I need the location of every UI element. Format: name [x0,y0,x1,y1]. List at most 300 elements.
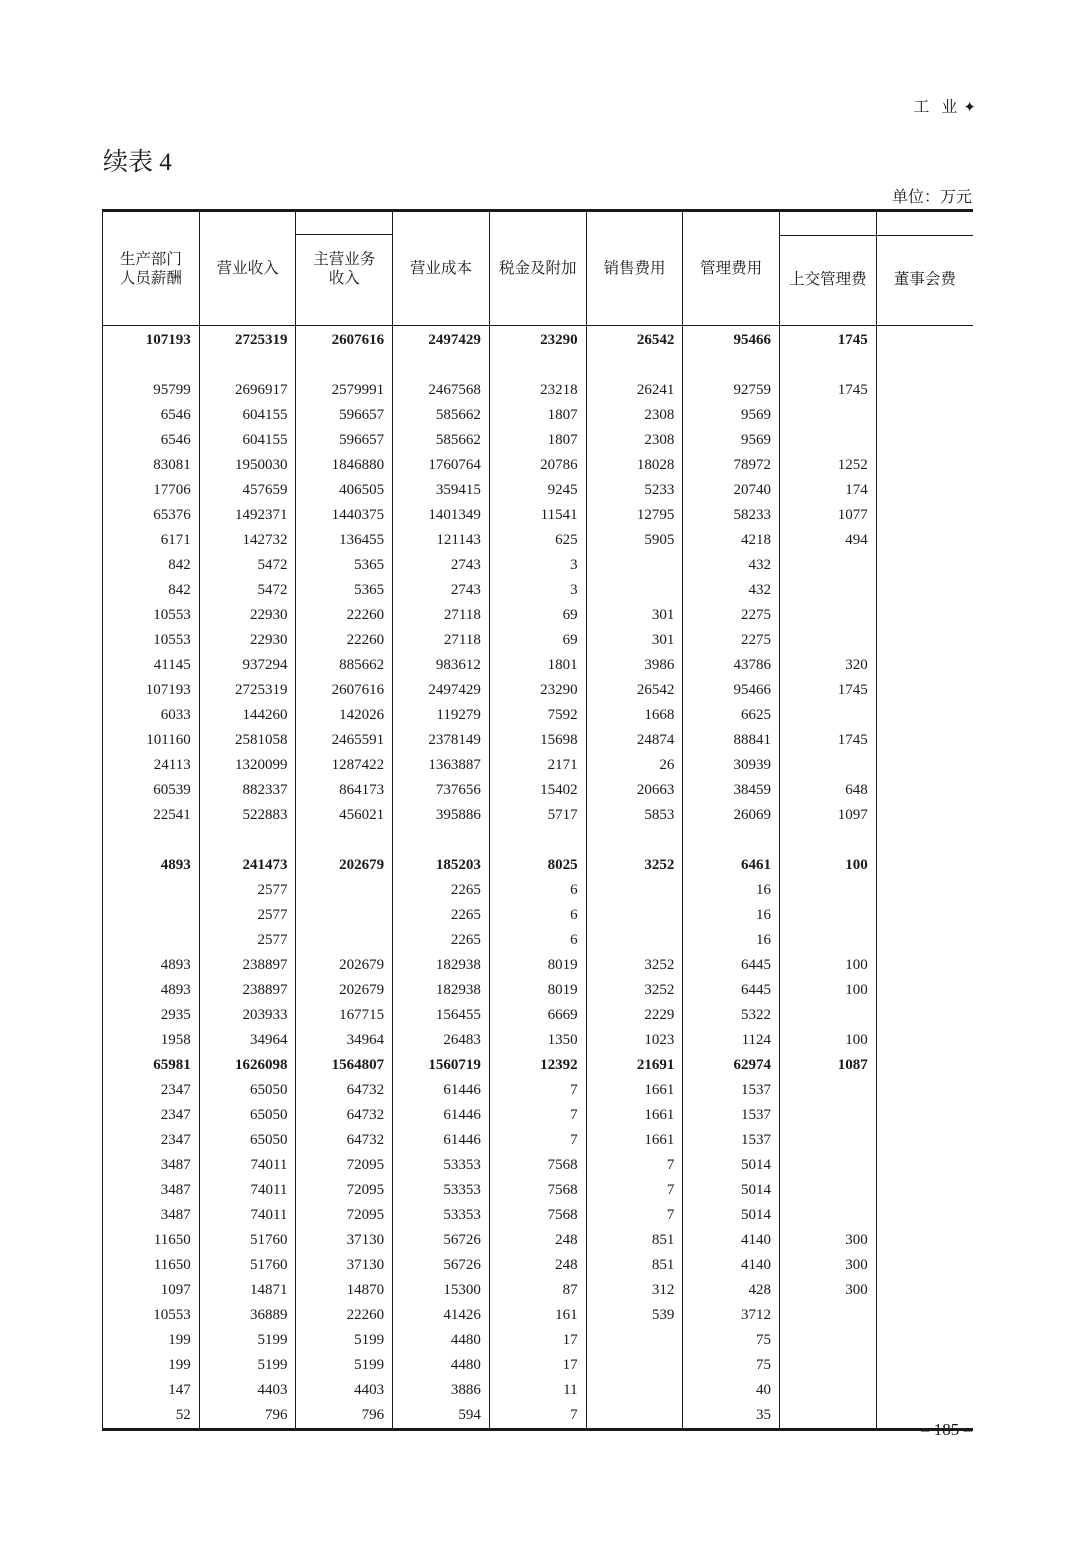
table-cell: 75 [683,1353,780,1378]
table-cell: 7568 [489,1178,586,1203]
table-cell [296,903,393,928]
table-cell [489,828,586,853]
table-cell: 625 [489,528,586,553]
table-cell: 182938 [393,978,490,1003]
table-cell: 7 [489,1078,586,1103]
table-cell: 456021 [296,803,393,828]
table-cell [876,953,973,978]
table-row [103,1003,974,1028]
table-cell: 6461 [683,853,780,878]
table-cell [876,578,973,603]
table-cell: 87 [489,1278,586,1303]
table-row [103,1328,974,1353]
table-cell: 3487 [103,1203,200,1228]
table-cell: 3712 [683,1303,780,1328]
table-cell: 121143 [393,528,490,553]
table-cell: 95466 [683,326,780,354]
table-cell: 238897 [199,978,296,1003]
table-cell: 11 [489,1378,586,1403]
table-cell [683,828,780,853]
table-cell: 23290 [489,678,586,703]
table-cell [876,428,973,453]
table-cell [876,678,973,703]
table-cell: 5853 [586,803,683,828]
table-cell: 2607616 [296,678,393,703]
table-cell [780,628,877,653]
table-cell: 58233 [683,503,780,528]
table-cell: 1287422 [296,753,393,778]
table-cell: 3986 [586,653,683,678]
column-header: 税金及附加 [489,212,586,326]
section-header-text: 工 业 [913,99,962,116]
table-cell [586,828,683,853]
table-cell [876,878,973,903]
table-cell: 7 [586,1178,683,1203]
table-row [103,1278,974,1303]
table-cell: 27118 [393,628,490,653]
table-cell [876,353,973,378]
unit-label: 单位：万元 [891,189,972,206]
table-cell: 2581058 [199,728,296,753]
table-cell: 88841 [683,728,780,753]
table-cell [586,903,683,928]
table-cell: 1087 [780,1053,877,1078]
table-header-row [103,212,974,326]
table-cell [876,1053,973,1078]
table-row [103,1253,974,1278]
table-cell: 69 [489,628,586,653]
table-row [103,1178,974,1203]
table-cell: 428 [683,1278,780,1303]
table-cell: 22930 [199,603,296,628]
table-cell [780,903,877,928]
table-cell [199,353,296,378]
table-cell [876,653,973,678]
table-cell [876,803,973,828]
table-cell: 2497429 [393,678,490,703]
table-cell: 585662 [393,403,490,428]
table-row [103,703,974,728]
data-table-wrapper [102,209,973,1431]
table-cell: 51760 [199,1228,296,1253]
table-cell: 842 [103,578,200,603]
table-row [103,878,974,903]
table-cell [296,353,393,378]
table-cell: 1077 [780,503,877,528]
table-cell: 851 [586,1253,683,1278]
table-cell: 4893 [103,953,200,978]
table-cell [876,728,973,753]
table-cell: 65050 [199,1103,296,1128]
table-cell: 26069 [683,803,780,828]
table-cell: 596657 [296,403,393,428]
table-cell [586,353,683,378]
table-cell [489,353,586,378]
table-cell [103,903,200,928]
table-cell [876,453,973,478]
table-cell: 3487 [103,1153,200,1178]
table-cell [780,928,877,953]
table-cell [780,1353,877,1378]
table-cell: 2743 [393,578,490,603]
table-cell: 22260 [296,603,393,628]
table-cell [876,1353,973,1378]
table-cell: 36889 [199,1303,296,1328]
table-cell: 37130 [296,1253,393,1278]
table-row [103,653,974,678]
table-cell: 2265 [393,878,490,903]
table-cell: 107193 [103,678,200,703]
table-row [103,953,974,978]
table-cell [780,428,877,453]
table-cell: 5717 [489,803,586,828]
table-cell: 41426 [393,1303,490,1328]
table-cell [393,353,490,378]
table-row [103,1053,974,1078]
table-cell: 7 [586,1153,683,1178]
table-row [103,578,974,603]
table-cell [780,1078,877,1103]
table-cell: 2275 [683,628,780,653]
table-cell: 5199 [199,1353,296,1378]
table-cell [780,1103,877,1128]
table-cell [780,1203,877,1228]
table-cell [876,778,973,803]
table-cell: 1958 [103,1028,200,1053]
page-number: – 185 – [921,1420,972,1439]
table-cell: 74011 [199,1178,296,1203]
table-row [103,403,974,428]
table-cell: 864173 [296,778,393,803]
table-cell [780,403,877,428]
table-cell [296,928,393,953]
table-cell: 5905 [586,528,683,553]
table-cell: 64732 [296,1103,393,1128]
table-cell: 796 [296,1403,393,1428]
table-cell [103,928,200,953]
table-row [103,1128,974,1153]
table-cell: 7 [586,1203,683,1228]
table-cell: 2265 [393,928,490,953]
table-row [103,1353,974,1378]
column-header: 生产部门 人员薪酬 [103,212,200,326]
table-cell: 37130 [296,1228,393,1253]
table-cell: 156455 [393,1003,490,1028]
table-cell [876,1128,973,1153]
table-cell: 3 [489,578,586,603]
table-cell: 14871 [199,1278,296,1303]
table-cell: 27118 [393,603,490,628]
table-cell [876,1178,973,1203]
table-cell: 142732 [199,528,296,553]
table-cell: 2229 [586,1003,683,1028]
table-cell: 92759 [683,378,780,403]
table-cell [876,1003,973,1028]
table-cell: 26483 [393,1028,490,1053]
table-cell: 21691 [586,1053,683,1078]
table-cell: 6 [489,903,586,928]
table-cell [876,478,973,503]
table-cell: 7568 [489,1203,586,1228]
table-cell: 9569 [683,428,780,453]
table-cell: 300 [780,1228,877,1253]
table-cell: 52 [103,1403,200,1428]
table-cell: 2935 [103,1003,200,1028]
column-header: 营业成本 [393,212,490,326]
table-cell: 5365 [296,578,393,603]
table-cell: 12795 [586,503,683,528]
table-row [103,528,974,553]
table-cell [876,1303,973,1328]
table-cell [876,828,973,853]
table-cell: 65981 [103,1053,200,1078]
table-cell: 1626098 [199,1053,296,1078]
table-cell: 185203 [393,853,490,878]
table-cell: 74011 [199,1203,296,1228]
table-row [103,778,974,803]
table-cell [876,1253,973,1278]
table-cell: 11541 [489,503,586,528]
column-header: 董事会费 [876,212,973,326]
column-header: 管理费用 [683,212,780,326]
data-table [102,212,973,1428]
table-cell: 60539 [103,778,200,803]
table-cell [780,1003,877,1028]
table-cell: 51760 [199,1253,296,1278]
table-row [103,1078,974,1103]
table-cell: 53353 [393,1203,490,1228]
table-cell: 15300 [393,1278,490,1303]
table-cell: 2497429 [393,326,490,354]
table-cell: 457659 [199,478,296,503]
table-cell [876,603,973,628]
table-cell: 1350 [489,1028,586,1053]
table-cell [780,578,877,603]
table-cell: 161 [489,1303,586,1328]
table-cell: 26542 [586,326,683,354]
table-cell: 1950030 [199,453,296,478]
table-cell: 61446 [393,1103,490,1128]
table-cell: 11650 [103,1253,200,1278]
table-cell: 1745 [780,378,877,403]
table-cell: 56726 [393,1228,490,1253]
table-row [103,628,974,653]
table-cell: 1252 [780,453,877,478]
table-cell: 18028 [586,453,683,478]
table-cell: 1668 [586,703,683,728]
table-cell: 983612 [393,653,490,678]
table-cell: 5472 [199,553,296,578]
table-cell: 2696917 [199,378,296,403]
table-cell: 23218 [489,378,586,403]
table-cell: 4480 [393,1328,490,1353]
table-cell: 1661 [586,1078,683,1103]
table-cell: 34964 [296,1028,393,1053]
table-cell: 2265 [393,903,490,928]
table-cell: 2577 [199,903,296,928]
table-cell: 594 [393,1403,490,1428]
table-cell: 406505 [296,478,393,503]
table-cell: 6 [489,878,586,903]
table-cell [586,1403,683,1428]
table-cell: 26 [586,753,683,778]
table-cell [876,503,973,528]
table-cell: 2275 [683,603,780,628]
table-cell: 7 [489,1128,586,1153]
table-row [103,853,974,878]
table-cell: 7 [489,1103,586,1128]
table-cell: 5014 [683,1153,780,1178]
table-cell: 100 [780,953,877,978]
table-cell: 3252 [586,953,683,978]
table-row [103,553,974,578]
table-row [103,1228,974,1253]
table-row [103,1403,974,1428]
table-cell [780,1178,877,1203]
table-row [103,428,974,453]
table-cell: 2467568 [393,378,490,403]
table-row [103,503,974,528]
table-cell: 2725319 [199,326,296,354]
table-cell: 72095 [296,1203,393,1228]
table-cell: 6546 [103,403,200,428]
table-cell: 4893 [103,978,200,1003]
table-cell: 596657 [296,428,393,453]
table-cell: 395886 [393,803,490,828]
table-cell: 1537 [683,1103,780,1128]
table-cell: 1097 [780,803,877,828]
table-cell: 9569 [683,403,780,428]
table-cell: 142026 [296,703,393,728]
table-cell: 1537 [683,1078,780,1103]
table-cell: 22260 [296,628,393,653]
table-cell: 2347 [103,1103,200,1128]
table-cell: 2743 [393,553,490,578]
column-header: 主营业务 收入 [296,212,393,326]
table-cell: 1745 [780,678,877,703]
table-cell [586,578,683,603]
table-cell [876,903,973,928]
table-row [103,1203,974,1228]
table-cell: 17 [489,1353,586,1378]
table-cell: 147 [103,1378,200,1403]
table-cell: 119279 [393,703,490,728]
table-cell: 10553 [103,628,200,653]
table-cell: 5199 [199,1328,296,1353]
table-cell: 6546 [103,428,200,453]
table-cell: 22260 [296,1303,393,1328]
table-cell: 136455 [296,528,393,553]
table-cell [780,828,877,853]
table-row [103,478,974,503]
table-cell: 202679 [296,853,393,878]
table-cell: 6171 [103,528,200,553]
table-cell: 144260 [199,703,296,728]
table-cell: 7592 [489,703,586,728]
table-cell: 300 [780,1278,877,1303]
table-body [103,326,974,1429]
table-cell: 5472 [199,578,296,603]
table-cell: 1401349 [393,503,490,528]
table-cell: 842 [103,553,200,578]
table-cell: 24113 [103,753,200,778]
table-cell: 78972 [683,453,780,478]
table-cell [586,928,683,953]
table-cell: 11650 [103,1228,200,1253]
table-cell [780,553,877,578]
table-cell [103,353,200,378]
table-cell: 35 [683,1403,780,1428]
table-cell: 1440375 [296,503,393,528]
table-cell: 74011 [199,1153,296,1178]
table-cell: 22541 [103,803,200,828]
table-row [103,1378,974,1403]
table-cell: 851 [586,1228,683,1253]
table-cell: 4403 [296,1378,393,1403]
table-cell: 72095 [296,1178,393,1203]
table-cell: 107193 [103,326,200,354]
table-cell: 14870 [296,1278,393,1303]
table-cell: 40 [683,1378,780,1403]
table-cell: 95799 [103,378,200,403]
table-cell: 3252 [586,978,683,1003]
column-header: 销售费用 [586,212,683,326]
table-cell [876,378,973,403]
table-cell: 34964 [199,1028,296,1053]
table-cell [586,878,683,903]
table-cell [876,1203,973,1228]
table-cell: 1846880 [296,453,393,478]
table-cell: 199 [103,1328,200,1353]
table-cell: 30939 [683,753,780,778]
table-cell: 1097 [103,1278,200,1303]
table-cell [876,553,973,578]
table-cell [780,878,877,903]
table-cell: 16 [683,903,780,928]
table-cell: 301 [586,603,683,628]
table-cell: 65376 [103,503,200,528]
table-cell: 585662 [393,428,490,453]
table-cell: 1492371 [199,503,296,528]
table-cell: 1801 [489,653,586,678]
table-cell: 737656 [393,778,490,803]
table-cell: 69 [489,603,586,628]
table-cell: 2465591 [296,728,393,753]
table-cell: 199 [103,1353,200,1378]
table-cell: 101160 [103,728,200,753]
table-cell: 95466 [683,678,780,703]
table-cell: 5014 [683,1203,780,1228]
table-cell: 796 [199,1403,296,1428]
table-cell: 604155 [199,403,296,428]
table-cell: 15402 [489,778,586,803]
table-cell [103,878,200,903]
table-cell [876,1028,973,1053]
table-cell: 2347 [103,1128,200,1153]
table-cell: 238897 [199,953,296,978]
table-title: 续表 4 [103,149,172,176]
table-cell: 1807 [489,403,586,428]
table-row [103,1103,974,1128]
table-cell: 1537 [683,1128,780,1153]
table-cell [780,353,877,378]
table-cell: 9245 [489,478,586,503]
table-cell: 937294 [199,653,296,678]
table-cell: 61446 [393,1128,490,1153]
table-cell: 202679 [296,953,393,978]
table-cell [876,753,973,778]
table-cell: 2308 [586,428,683,453]
